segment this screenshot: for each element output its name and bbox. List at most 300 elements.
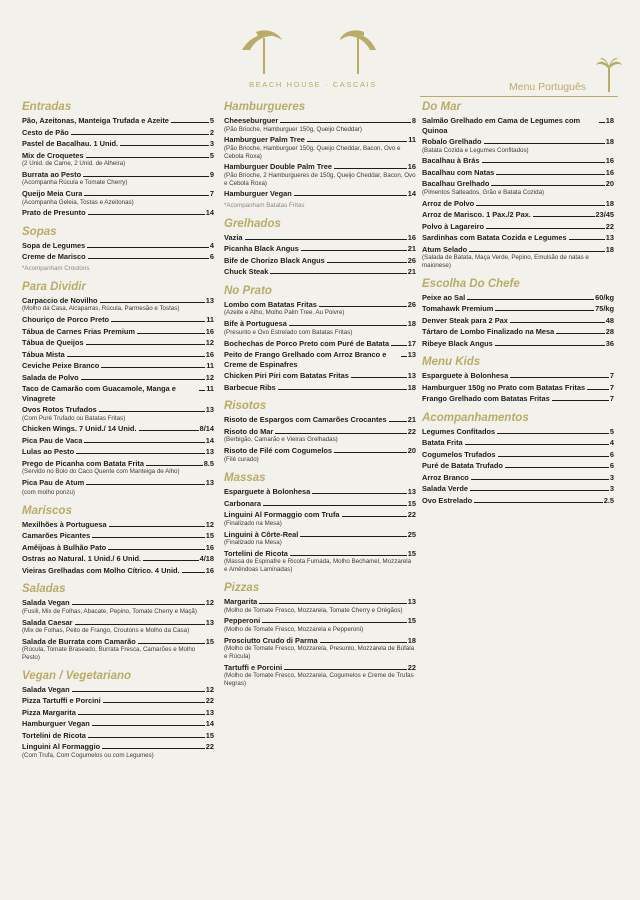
dotted-leader bbox=[497, 433, 609, 434]
dotted-leader bbox=[139, 430, 199, 431]
menu-item-description: (Molho de Tomate Fresco, Mozzarela, Tomate Cherry e Orégãos) bbox=[224, 606, 403, 614]
dotted-leader bbox=[67, 356, 205, 357]
menu-item-name: Taco de Camarão com Guacamole, Manga e Vinagrete bbox=[22, 384, 176, 403]
menu-item-price: 6 bbox=[609, 461, 614, 471]
menu-item-line bbox=[22, 531, 214, 541]
dotted-leader bbox=[275, 433, 406, 434]
dotted-leader bbox=[505, 467, 609, 468]
menu-item-name: Salada Vegan bbox=[22, 598, 70, 608]
menu-item-line bbox=[22, 350, 214, 360]
menu-item-name: Ovo Estrelado bbox=[422, 495, 473, 505]
menu-item-name: Ribeye Black Angus bbox=[422, 338, 493, 348]
menu-item-price: 8.5 bbox=[203, 458, 214, 468]
menu-item-line bbox=[224, 383, 416, 393]
dotted-leader bbox=[102, 748, 205, 749]
menu-item-description: (Fusili, Mix de Folhas, Abacate, Pepino, Tomate Cherry e Maçã) bbox=[22, 607, 197, 615]
menu-item-price: 11 bbox=[206, 361, 214, 371]
menu-item-line bbox=[22, 685, 214, 695]
section-title: Escolha Do Chefe bbox=[422, 277, 520, 290]
palm-tree-icon bbox=[596, 56, 622, 94]
menu-item bbox=[22, 338, 214, 348]
menu-item-name: Tártaro de Lombo Finalizado na Mesa bbox=[422, 327, 555, 337]
menu-item-name: Robalo Grelhado bbox=[422, 137, 482, 146]
menu-item bbox=[22, 637, 214, 662]
menu-item-name: Creme de Marisco bbox=[22, 252, 86, 262]
dotted-leader bbox=[86, 344, 205, 345]
dotted-leader bbox=[75, 624, 205, 625]
menu-item-name: Polvo à Lagareiro bbox=[422, 221, 485, 231]
menu-item bbox=[422, 383, 614, 393]
menu-item-line bbox=[224, 371, 416, 381]
menu-item-price: 13 bbox=[407, 371, 416, 381]
menu-item bbox=[224, 383, 416, 393]
dotted-leader bbox=[137, 333, 205, 334]
menu-item-price: 36 bbox=[605, 338, 614, 348]
menu-item-line bbox=[224, 233, 416, 243]
dotted-leader bbox=[486, 228, 605, 229]
menu-item-name: Puré de Batata Trufado bbox=[422, 461, 503, 471]
menu-item bbox=[224, 597, 416, 614]
menu-item-line bbox=[422, 245, 614, 255]
section-title: Acompanhamentos bbox=[422, 411, 529, 424]
dotted-leader bbox=[320, 642, 407, 643]
menu-item-line bbox=[22, 436, 214, 446]
menu-item-line bbox=[22, 696, 214, 706]
menu-item-name: Sopa de Legumes bbox=[22, 240, 86, 250]
menu-item-line bbox=[422, 168, 614, 178]
menu-item-line bbox=[224, 487, 416, 497]
dotted-leader bbox=[199, 390, 205, 391]
menu-item bbox=[224, 499, 416, 509]
menu-item-price: 25 bbox=[407, 529, 416, 539]
menu-item-price: 13 bbox=[407, 597, 416, 607]
menu-item-name: Pica Pau de Vaca bbox=[22, 435, 83, 445]
menu-item-name: Hamburguer 150g no Prato com Batatas Fritas bbox=[422, 382, 586, 392]
menu-item-line bbox=[22, 708, 214, 718]
menu-item-description: (Molho de Tomate Fresco, Mozzarela, Presunto, Mozzarela de Búfala e Rúcula) bbox=[224, 645, 415, 660]
menu-item-name: Pizza Margarita bbox=[22, 707, 76, 717]
menu-item-name: Linguini Al Formaggio com Trufa bbox=[224, 510, 340, 520]
menu-item-price: 16 bbox=[605, 156, 614, 166]
menu-item bbox=[224, 616, 416, 633]
dotted-leader bbox=[245, 239, 407, 240]
menu-item-name: Bochechas de Porco Preto com Puré de Batata bbox=[224, 338, 390, 348]
menu-item bbox=[22, 531, 214, 541]
menu-item-name: Tomahawk Premium bbox=[422, 304, 494, 314]
menu-item bbox=[224, 244, 416, 254]
menu-item bbox=[22, 170, 214, 187]
menu-item bbox=[22, 719, 214, 729]
menu-item-line bbox=[422, 450, 614, 460]
menu-section-mariscos bbox=[22, 504, 214, 576]
menu-item-name: Peixe ao Sal bbox=[422, 292, 466, 302]
menu-item-price: 18 bbox=[605, 116, 614, 125]
menu-item bbox=[224, 415, 416, 425]
dotted-leader bbox=[72, 604, 205, 605]
dotted-leader bbox=[319, 306, 407, 307]
menu-item bbox=[422, 316, 614, 326]
menu-item-line bbox=[22, 361, 214, 371]
menu-item-name: Mix de Croquetes bbox=[22, 150, 84, 160]
menu-item-price: 22 bbox=[407, 510, 416, 520]
section-title: Do Mar bbox=[422, 101, 461, 113]
menu-item bbox=[22, 554, 214, 564]
menu-item-line bbox=[22, 405, 214, 415]
menu-item-price: 11 bbox=[206, 384, 214, 394]
menu-item-price: 60/kg bbox=[595, 292, 614, 302]
menu-item-description: (Batata Cozida e Legumes Confitados) bbox=[422, 146, 529, 154]
menu-item-name: Prato de Presunto bbox=[22, 208, 86, 218]
menu-item-price: 4 bbox=[609, 438, 614, 448]
menu-item-price: 13 bbox=[205, 405, 214, 415]
menu-item bbox=[422, 199, 614, 209]
menu-item-price: 18 bbox=[605, 244, 614, 254]
menu-item-line bbox=[22, 618, 214, 628]
menu-item bbox=[22, 208, 214, 218]
menu-item-line bbox=[422, 179, 614, 189]
menu-item-line bbox=[224, 427, 416, 437]
menu-item bbox=[22, 151, 214, 168]
dotted-leader bbox=[290, 555, 407, 556]
menu-item-name: Salmão Grelhado em Cama de Legumes com Quinoa bbox=[422, 116, 581, 135]
menu-item-description: (Com Puré Trufado ou Batatas Fritas) bbox=[22, 414, 126, 422]
menu-section-vegan-vegetariano bbox=[22, 669, 214, 760]
menu-item-price: 12 bbox=[205, 598, 214, 608]
menu-item-name: Tortelini de Ricota bbox=[22, 730, 86, 740]
menu-item-line bbox=[22, 447, 214, 457]
menu-item bbox=[422, 371, 614, 381]
menu-item bbox=[22, 189, 214, 206]
menu-item bbox=[22, 436, 214, 446]
menu-item-name: Bacalhau com Natas bbox=[422, 167, 495, 177]
menu-item-price: 12 bbox=[205, 338, 214, 348]
menu-item-name: Hamburguer Double Palm Tree bbox=[224, 162, 333, 172]
menu-item-line bbox=[22, 459, 214, 469]
menu-item-price: 7 bbox=[609, 394, 614, 404]
menu-item-price: 9 bbox=[209, 169, 214, 179]
menu-item bbox=[422, 156, 614, 166]
menu-item bbox=[422, 496, 614, 506]
menu-item-line bbox=[224, 549, 416, 559]
menu-item-line bbox=[22, 338, 214, 348]
menu-item-line bbox=[224, 116, 416, 126]
section-note: *Acompanham Croutons bbox=[22, 264, 90, 272]
menu-item-note: (com molho ponzu) bbox=[22, 488, 75, 496]
menu-item-name: Pizza Tartuffi e Porcini bbox=[22, 696, 101, 706]
menu-item-name: Arroz de Polvo bbox=[422, 198, 475, 208]
menu-item-price: 13 bbox=[205, 295, 214, 305]
menu-item bbox=[422, 339, 614, 349]
menu-item bbox=[422, 116, 614, 135]
menu-item-price: 13 bbox=[407, 487, 416, 497]
section-title: Sopas bbox=[22, 225, 57, 238]
menu-item-description: (Pimentos Salteados, Grão e Batata Cozida) bbox=[422, 188, 545, 196]
menu-item bbox=[224, 300, 416, 317]
section-title: Grelhados bbox=[224, 217, 281, 230]
menu-item-line bbox=[422, 461, 614, 471]
dotted-leader bbox=[284, 669, 407, 670]
menu-item-price: 16 bbox=[205, 326, 214, 336]
dotted-leader bbox=[533, 216, 595, 217]
menu-item-price: 15 bbox=[205, 730, 214, 740]
menu-item-price: 4/18 bbox=[199, 554, 214, 564]
menu-section-menu-kids bbox=[422, 355, 614, 404]
menu-item-line bbox=[22, 566, 214, 576]
menu-item-line bbox=[22, 554, 214, 564]
menu-item bbox=[224, 663, 416, 688]
menu-item-name: Bife de Chorizo Black Angus bbox=[224, 255, 325, 265]
section-title: Saladas bbox=[22, 583, 66, 596]
dotted-leader bbox=[471, 479, 609, 480]
dotted-leader bbox=[83, 176, 209, 177]
dotted-leader bbox=[78, 714, 205, 715]
menu-item bbox=[22, 731, 214, 741]
menu-item-line bbox=[422, 473, 614, 483]
menu-item-name: Pão, Azeitonas, Manteiga Trufada e Azeite bbox=[22, 116, 169, 125]
menu-item bbox=[224, 487, 416, 497]
dotted-leader bbox=[100, 302, 205, 303]
menu-item-description: (Finalizado na Mesa) bbox=[224, 539, 282, 547]
dotted-leader bbox=[510, 377, 609, 378]
menu-item-name: Hamburguer Vegan bbox=[224, 189, 292, 199]
menu-item-line bbox=[22, 327, 214, 337]
dotted-leader bbox=[307, 141, 407, 142]
menu-item-name: Risoto do Mar bbox=[224, 426, 274, 436]
section-title: Pizzas bbox=[224, 582, 260, 595]
dotted-leader bbox=[334, 452, 407, 453]
dotted-leader bbox=[301, 250, 407, 251]
menu-item-name: Queijo Meia Cura bbox=[22, 189, 83, 199]
menu-section-para-dividir bbox=[22, 280, 214, 497]
dotted-leader bbox=[294, 195, 407, 196]
menu-item-name: Ceviche Peixe Branco bbox=[22, 361, 100, 371]
menu-item-description: (2 Unid. de Carne, 2 Unid. de Alheira) bbox=[22, 160, 126, 167]
menu-item-line bbox=[422, 156, 614, 166]
menu-item-name: Camarões Picantes bbox=[22, 531, 91, 541]
menu-item-price: 22 bbox=[205, 742, 214, 752]
menu-item-name: Linguini à Côrte-Real bbox=[224, 529, 299, 539]
menu-item-name: Salada Caesar bbox=[22, 617, 73, 627]
menu-item-price: 5 bbox=[209, 150, 214, 160]
menu-item-name: Tábua Mista bbox=[22, 349, 65, 359]
menu-item bbox=[22, 315, 214, 325]
menu-item-price: 18 bbox=[605, 198, 614, 208]
menu-item bbox=[22, 566, 214, 576]
dotted-leader bbox=[259, 603, 406, 604]
section-title: Hamburgueres bbox=[224, 101, 306, 113]
menu-item-price: 14 bbox=[407, 189, 416, 199]
menu-item-name: Hamburguer Palm Tree bbox=[224, 135, 305, 145]
menu-item-line bbox=[22, 478, 214, 488]
menu-section-escolha-do-chefe bbox=[422, 277, 614, 349]
menu-item-name: Frango Grelhado com Batatas Fritas bbox=[422, 394, 550, 404]
menu-item-line bbox=[22, 151, 214, 161]
menu-item-name: Prego de Picanha com Batata Frita bbox=[22, 458, 144, 468]
menu-item-line bbox=[422, 496, 614, 506]
dotted-leader bbox=[491, 185, 604, 186]
menu-item-price: 7 bbox=[209, 189, 214, 199]
menu-item-description: (Massa de Espinafre e Ricota Fumada, Molho Bechamel, Mozzarela e Amêndoas Laminadas) bbox=[224, 558, 412, 574]
menu-item-name: Denver Steak para 2 Pax bbox=[422, 315, 508, 325]
menu-item bbox=[22, 685, 214, 695]
menu-item-price: 15 bbox=[407, 498, 416, 508]
menu-item-line bbox=[422, 484, 614, 494]
palm-tree-logo-mark bbox=[236, 26, 390, 78]
menu-item-name: Chicken Wings. 7 Unid./ 14 Unid. bbox=[22, 424, 137, 434]
menu-item-name: Linguini Al Formaggio bbox=[22, 742, 101, 752]
menu-item-line bbox=[224, 162, 416, 172]
menu-item-price: 26 bbox=[407, 255, 416, 265]
menu-item-price: 18 bbox=[407, 319, 416, 329]
menu-item-price: 21 bbox=[407, 415, 416, 425]
menu-item-price: 13 bbox=[605, 233, 614, 243]
menu-item-line bbox=[224, 446, 416, 456]
menu-item-line bbox=[224, 415, 416, 425]
menu-item-name: Atum Selado bbox=[422, 244, 468, 254]
section-title: Mariscos bbox=[22, 504, 72, 517]
menu-item-name: Tábua de Carnes Frias Premium bbox=[22, 326, 135, 336]
menu-item bbox=[224, 319, 416, 336]
dotted-leader bbox=[138, 643, 205, 644]
menu-item-name: Vieiras Grelhadas com Molho Cítrico. 4 Unid. bbox=[22, 565, 180, 575]
dotted-leader bbox=[401, 356, 407, 357]
dotted-leader bbox=[87, 247, 209, 248]
menu-item bbox=[422, 137, 614, 154]
dotted-leader bbox=[86, 157, 209, 158]
menu-item-price: 15 bbox=[407, 616, 416, 626]
menu-item-line bbox=[422, 199, 614, 209]
menu-item bbox=[422, 450, 614, 460]
dotted-leader bbox=[76, 453, 205, 454]
menu-item-line bbox=[224, 530, 416, 540]
section-title: Menu Kids bbox=[422, 356, 481, 369]
menu-item-line bbox=[224, 135, 416, 145]
dotted-leader bbox=[312, 493, 407, 494]
menu-item bbox=[22, 543, 214, 553]
menu-item bbox=[422, 438, 614, 448]
menu-item-name: Batata Frita bbox=[422, 438, 463, 448]
menu-item-name: Peito de Frango Grelhado com Arroz Branco e Creme de Espinafres bbox=[224, 350, 387, 369]
menu-item-price: 13 bbox=[205, 478, 214, 488]
dotted-leader bbox=[84, 195, 209, 196]
menu-item-price: 48 bbox=[605, 315, 614, 325]
menu-item-line bbox=[224, 350, 416, 369]
menu-item-name: Tartuffi e Porcini bbox=[224, 662, 283, 672]
menu-section-risotos bbox=[224, 399, 416, 464]
menu-item bbox=[22, 373, 214, 383]
menu-item-description: (Acompanha Geleia, Tostas e Azeitonas) bbox=[22, 198, 134, 206]
menu-item-name: Vazia bbox=[224, 232, 243, 242]
dotted-leader bbox=[92, 725, 205, 726]
dotted-leader bbox=[495, 310, 594, 311]
menu-item-name: Barbecue Ribs bbox=[224, 382, 276, 392]
menu-item bbox=[224, 530, 416, 547]
menu-item-price: 16 bbox=[205, 565, 214, 575]
menu-item-note: (Filé curado) bbox=[224, 456, 259, 464]
dotted-leader bbox=[182, 572, 205, 573]
menu-item bbox=[22, 696, 214, 706]
menu-item-name: Chouriço de Porco Preto bbox=[22, 315, 110, 325]
menu-item-name: Hamburguer Vegan bbox=[22, 719, 90, 729]
menu-item-price: 3 bbox=[609, 472, 614, 482]
menu-item-price: 16 bbox=[605, 167, 614, 177]
menu-item-name: Salada de Burrata com Camarão bbox=[22, 636, 136, 646]
menu-item-line bbox=[422, 327, 614, 337]
menu-item bbox=[422, 304, 614, 314]
menu-item-price: 6 bbox=[209, 252, 214, 262]
menu-item bbox=[422, 233, 614, 243]
menu-item bbox=[422, 427, 614, 437]
menu-item-line bbox=[22, 731, 214, 741]
menu-item-price: 18 bbox=[605, 137, 614, 146]
menu-item-price: 28 bbox=[605, 327, 614, 337]
menu-item-price: 11 bbox=[206, 315, 214, 325]
menu-item bbox=[224, 256, 416, 266]
section-title: Para Dividir bbox=[22, 280, 86, 293]
menu-item bbox=[224, 162, 416, 187]
dotted-leader bbox=[465, 444, 609, 445]
menu-item-line bbox=[224, 319, 416, 329]
menu-item-line bbox=[224, 636, 416, 646]
dotted-leader bbox=[88, 737, 205, 738]
menu-item-price: 8/14 bbox=[199, 424, 214, 434]
dotted-leader bbox=[552, 400, 609, 401]
dotted-leader bbox=[389, 421, 407, 422]
menu-item-price: 14 bbox=[205, 435, 214, 445]
menu-item-line bbox=[22, 543, 214, 553]
menu-item bbox=[224, 135, 416, 160]
menu-item-name: Esparguete à Bolonhesa bbox=[224, 487, 311, 497]
menu-item-price: 16 bbox=[205, 542, 214, 552]
dotted-leader bbox=[81, 379, 205, 380]
dotted-leader bbox=[510, 322, 605, 323]
menu-item bbox=[422, 327, 614, 337]
menu-item-line bbox=[224, 244, 416, 254]
menu-item-name: Cheeseburguer bbox=[224, 116, 279, 125]
menu-item-line bbox=[422, 210, 614, 220]
menu-item-line bbox=[422, 222, 614, 232]
menu-item-name: Prosciutto Crudo di Parma bbox=[224, 635, 318, 645]
menu-item-description: (Presunto e Ovo Estrelado com Batatas Fritas) bbox=[224, 328, 353, 336]
menu-item-name: Bacalhau Grelhado bbox=[422, 179, 490, 189]
menu-item-price: 13 bbox=[205, 707, 214, 717]
menu-item-price: 18 bbox=[407, 382, 416, 392]
menu-item-price: 22 bbox=[407, 426, 416, 436]
menu-item bbox=[22, 384, 214, 403]
dotted-leader bbox=[86, 484, 205, 485]
menu-item-name: Tortelini de Ricota bbox=[224, 548, 288, 558]
menu-item-line bbox=[22, 208, 214, 218]
dotted-leader bbox=[289, 325, 407, 326]
menu-item-name: Burrata ao Pesto bbox=[22, 169, 82, 179]
dotted-leader bbox=[84, 442, 204, 443]
menu-item-line bbox=[22, 252, 214, 262]
menu-item-name: Lulas ao Pesto bbox=[22, 447, 75, 457]
menu-section-acompanhamentos bbox=[422, 411, 614, 506]
dotted-leader bbox=[171, 122, 209, 123]
menu-item-line bbox=[422, 438, 614, 448]
dotted-leader bbox=[587, 389, 609, 390]
menu-item bbox=[22, 447, 214, 457]
dotted-leader bbox=[334, 168, 407, 169]
menu-item-price: 75/kg bbox=[595, 304, 614, 314]
menu-item-description: (Pão Brioche, Hamburguer 150g, Queijo Cheddar) bbox=[224, 125, 362, 133]
menu-item-line bbox=[224, 616, 416, 626]
menu-item-name: Legumes Confitados bbox=[422, 426, 496, 436]
menu-item-price: 22 bbox=[205, 696, 214, 706]
menu-item-price: 13 bbox=[205, 447, 214, 457]
dotted-leader bbox=[351, 377, 407, 378]
